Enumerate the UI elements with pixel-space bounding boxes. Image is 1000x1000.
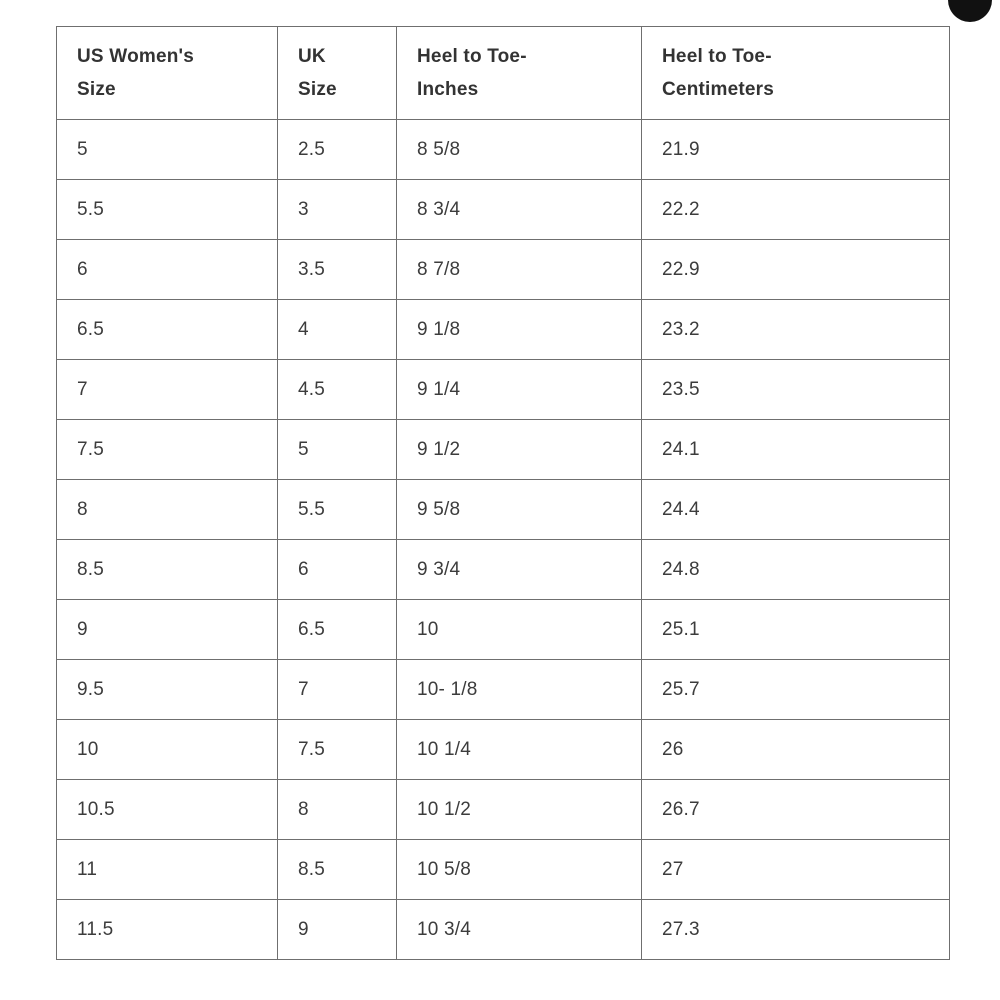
cell-inches: 10 1/4 xyxy=(397,720,642,780)
table-row xyxy=(57,780,950,840)
cell-centimeters: 24.1 xyxy=(642,420,950,480)
cell-centimeters: 26 xyxy=(642,720,950,780)
table-row xyxy=(57,240,950,300)
cell-centimeters: 25.1 xyxy=(642,600,950,660)
table-row xyxy=(57,540,950,600)
cell-inches: 9 5/8 xyxy=(397,480,642,540)
cell-centimeters: 27.3 xyxy=(642,900,950,960)
cell-centimeters: 22.9 xyxy=(642,240,950,300)
cell-uk-size: 6.5 xyxy=(278,600,397,660)
table-row xyxy=(57,480,950,540)
cell-us-size: 11 xyxy=(57,840,278,900)
table-row xyxy=(57,840,950,900)
cell-inches: 9 3/4 xyxy=(397,540,642,600)
header-heel-to-toe-inches: Heel to Toe- Inches xyxy=(397,27,642,120)
cell-inches: 10 xyxy=(397,600,642,660)
cell-us-size: 8.5 xyxy=(57,540,278,600)
table-row xyxy=(57,180,950,240)
cell-us-size: 6 xyxy=(57,240,278,300)
cell-uk-size: 8 xyxy=(278,780,397,840)
cell-uk-size: 7 xyxy=(278,660,397,720)
cell-us-size: 5.5 xyxy=(57,180,278,240)
cell-us-size: 7.5 xyxy=(57,420,278,480)
cell-inches: 10 1/2 xyxy=(397,780,642,840)
table-row xyxy=(57,720,950,780)
table-row xyxy=(57,660,950,720)
cell-us-size: 9 xyxy=(57,600,278,660)
cell-centimeters: 23.2 xyxy=(642,300,950,360)
cell-us-size: 5 xyxy=(57,120,278,180)
header-heel-to-toe-centimeters: Heel to Toe- Centimeters xyxy=(642,27,950,120)
table-row xyxy=(57,900,950,960)
table-row xyxy=(57,120,950,180)
cell-us-size: 9.5 xyxy=(57,660,278,720)
cell-uk-size: 8.5 xyxy=(278,840,397,900)
cell-inches: 9 1/2 xyxy=(397,420,642,480)
cell-us-size: 10 xyxy=(57,720,278,780)
table-header-row xyxy=(57,27,950,120)
cell-uk-size: 3.5 xyxy=(278,240,397,300)
cell-uk-size: 5 xyxy=(278,420,397,480)
cell-centimeters: 21.9 xyxy=(642,120,950,180)
table-row xyxy=(57,360,950,420)
cell-centimeters: 26.7 xyxy=(642,780,950,840)
cell-uk-size: 5.5 xyxy=(278,480,397,540)
cell-uk-size: 2.5 xyxy=(278,120,397,180)
size-chart-table xyxy=(56,26,950,960)
cell-inches: 8 5/8 xyxy=(397,120,642,180)
cell-uk-size: 7.5 xyxy=(278,720,397,780)
table-row xyxy=(57,300,950,360)
cell-uk-size: 9 xyxy=(278,900,397,960)
cell-centimeters: 27 xyxy=(642,840,950,900)
cell-inches: 10 3/4 xyxy=(397,900,642,960)
cell-us-size: 11.5 xyxy=(57,900,278,960)
cell-centimeters: 24.8 xyxy=(642,540,950,600)
cell-uk-size: 6 xyxy=(278,540,397,600)
cell-uk-size: 4 xyxy=(278,300,397,360)
header-us-womens-size: US Women's Size xyxy=(57,27,278,120)
cell-inches: 9 1/8 xyxy=(397,300,642,360)
cell-uk-size: 4.5 xyxy=(278,360,397,420)
cell-uk-size: 3 xyxy=(278,180,397,240)
table-row xyxy=(57,600,950,660)
cell-centimeters: 25.7 xyxy=(642,660,950,720)
corner-mark-shape xyxy=(948,0,992,22)
cell-centimeters: 23.5 xyxy=(642,360,950,420)
header-uk-size: UK Size xyxy=(278,27,397,120)
table-body xyxy=(57,120,950,960)
cell-centimeters: 24.4 xyxy=(642,480,950,540)
cell-us-size: 8 xyxy=(57,480,278,540)
cell-inches: 9 1/4 xyxy=(397,360,642,420)
cell-inches: 8 3/4 xyxy=(397,180,642,240)
cell-centimeters: 22.2 xyxy=(642,180,950,240)
cell-us-size: 7 xyxy=(57,360,278,420)
cell-inches: 10- 1/8 xyxy=(397,660,642,720)
table-row xyxy=(57,420,950,480)
corner-mark xyxy=(948,0,1000,22)
cell-us-size: 10.5 xyxy=(57,780,278,840)
cell-us-size: 6.5 xyxy=(57,300,278,360)
cell-inches: 8 7/8 xyxy=(397,240,642,300)
cell-inches: 10 5/8 xyxy=(397,840,642,900)
